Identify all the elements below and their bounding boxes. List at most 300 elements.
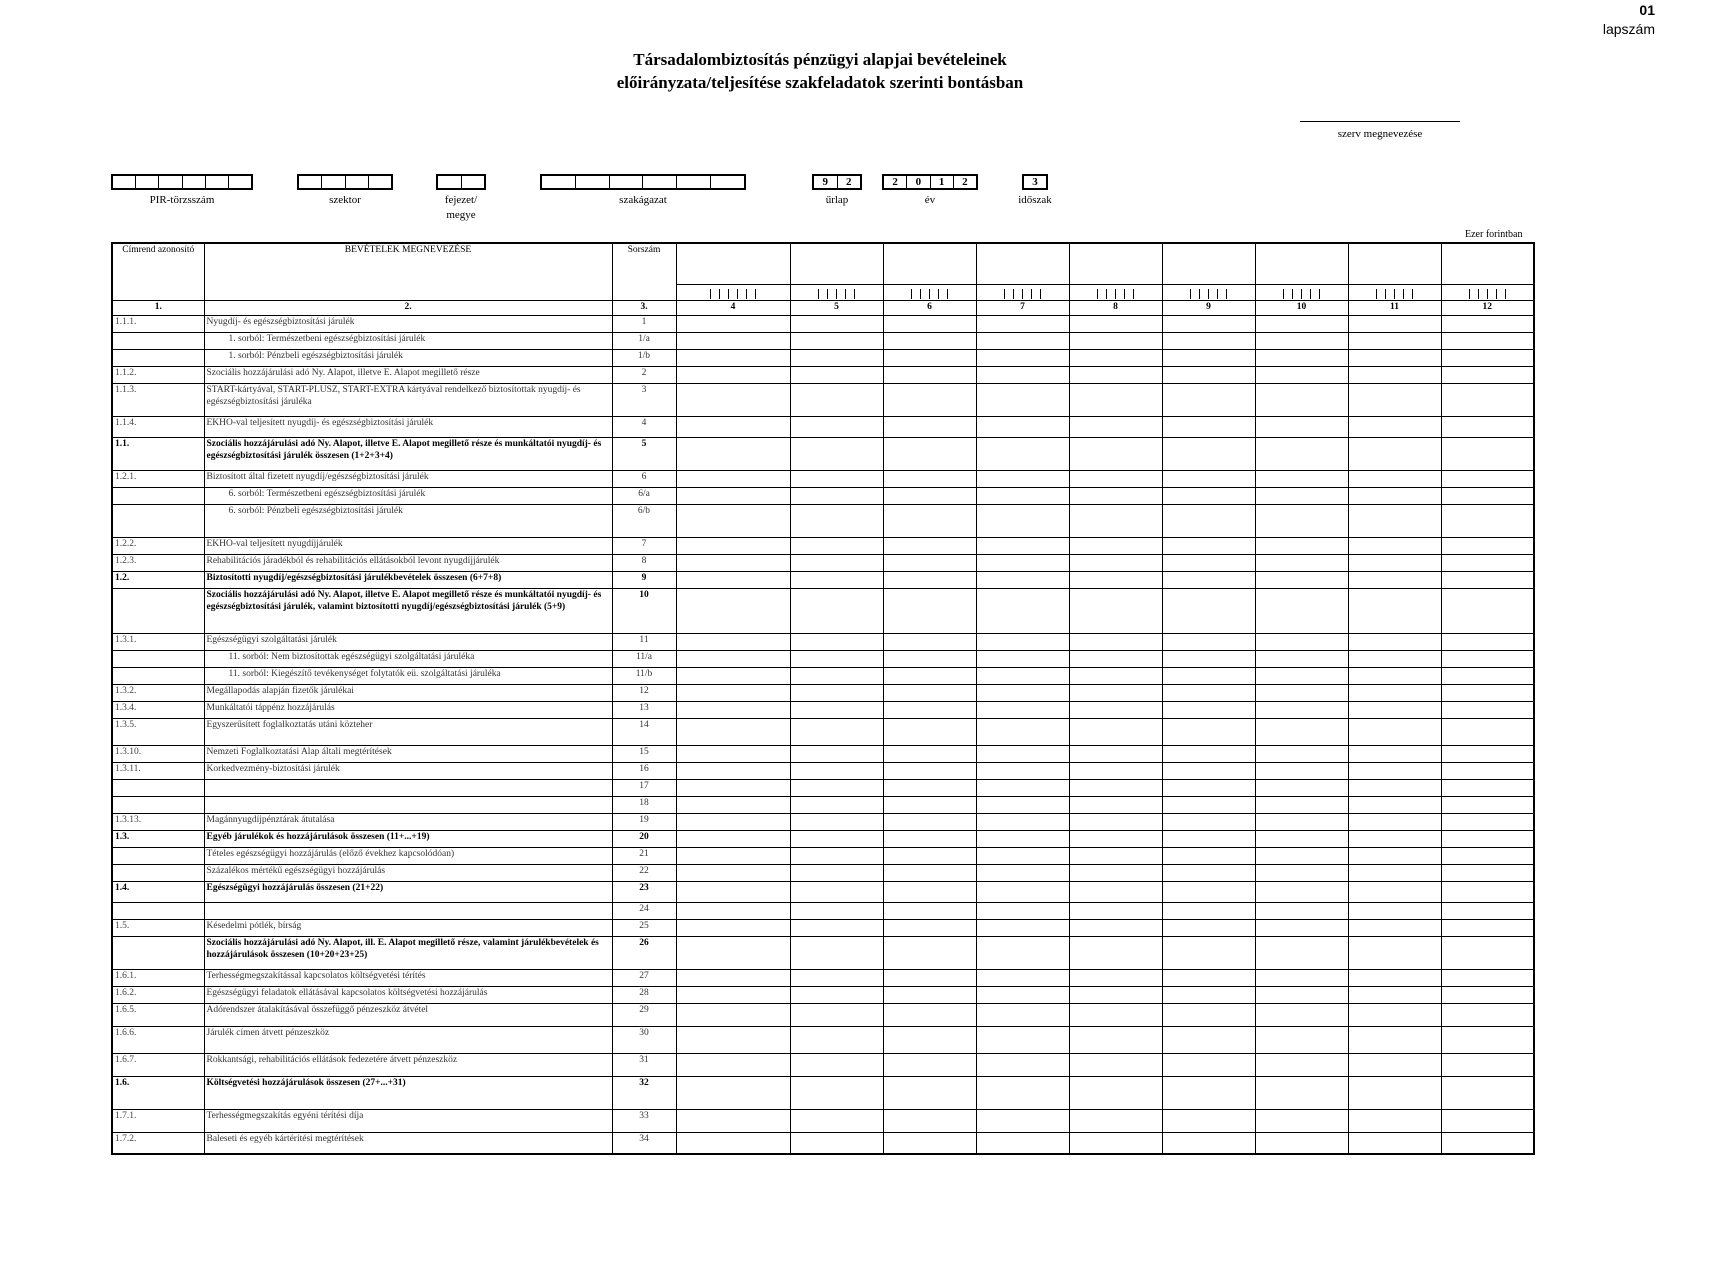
value-cell[interactable] [883, 865, 976, 882]
value-cell[interactable] [976, 651, 1069, 668]
value-cell[interactable] [1069, 538, 1162, 555]
value-cell[interactable] [1348, 1133, 1441, 1155]
value-cell[interactable] [1069, 1004, 1162, 1027]
value-cell[interactable] [976, 814, 1069, 831]
value-cell[interactable] [1348, 1110, 1441, 1133]
value-cell[interactable] [1441, 831, 1534, 848]
value-cell[interactable] [676, 384, 790, 417]
value-cell[interactable] [1255, 350, 1348, 367]
value-cell[interactable] [1162, 848, 1255, 865]
value-cell[interactable] [790, 367, 883, 384]
value-cell[interactable] [883, 333, 976, 350]
value-cell[interactable] [1162, 417, 1255, 438]
value-cell[interactable] [1348, 814, 1441, 831]
value-cell[interactable] [976, 438, 1069, 471]
value-cell[interactable] [1162, 333, 1255, 350]
value-cell[interactable] [883, 634, 976, 651]
value-cell[interactable] [883, 1077, 976, 1110]
value-cell[interactable] [1162, 903, 1255, 920]
value-cell[interactable] [676, 746, 790, 763]
value-cell[interactable] [1441, 685, 1534, 702]
value-cell[interactable] [976, 572, 1069, 589]
pir-cell[interactable] [159, 176, 182, 188]
value-cell[interactable] [1255, 505, 1348, 538]
value-cell[interactable] [883, 685, 976, 702]
value-cell[interactable] [1441, 488, 1534, 505]
value-cell[interactable] [1348, 746, 1441, 763]
value-cell[interactable] [1441, 920, 1534, 937]
value-cell[interactable] [676, 848, 790, 865]
value-cell[interactable] [1255, 1027, 1348, 1054]
value-cell[interactable] [1441, 438, 1534, 471]
value-cell[interactable] [1069, 987, 1162, 1004]
value-cell[interactable] [790, 1004, 883, 1027]
value-cell[interactable] [676, 1027, 790, 1054]
value-cell[interactable] [1255, 1054, 1348, 1077]
value-cell[interactable] [1069, 719, 1162, 746]
value-cell[interactable] [1441, 937, 1534, 970]
szektor-cell[interactable] [346, 176, 369, 188]
value-cell[interactable] [883, 367, 976, 384]
value-cell[interactable] [790, 780, 883, 797]
value-cell[interactable] [976, 1133, 1069, 1155]
value-cell[interactable] [1441, 367, 1534, 384]
value-cell[interactable] [1255, 920, 1348, 937]
value-cell[interactable] [1069, 685, 1162, 702]
value-cell[interactable] [1069, 634, 1162, 651]
value-cell[interactable] [790, 505, 883, 538]
value-cell[interactable] [1441, 350, 1534, 367]
value-cell[interactable] [790, 538, 883, 555]
value-cell[interactable] [1069, 702, 1162, 719]
value-cell[interactable] [1069, 471, 1162, 488]
value-cell[interactable] [976, 316, 1069, 333]
value-cell[interactable] [1348, 1027, 1441, 1054]
value-cell[interactable] [1441, 651, 1534, 668]
value-cell[interactable] [1069, 651, 1162, 668]
value-cell[interactable] [790, 488, 883, 505]
value-cell[interactable] [1069, 316, 1162, 333]
pir-cell[interactable] [183, 176, 206, 188]
value-cell[interactable] [1162, 797, 1255, 814]
value-cell[interactable] [883, 668, 976, 685]
value-cell[interactable] [676, 417, 790, 438]
value-cell[interactable] [976, 634, 1069, 651]
value-cell[interactable] [1255, 1133, 1348, 1155]
value-cell[interactable] [1441, 316, 1534, 333]
value-cell[interactable] [883, 763, 976, 780]
value-cell[interactable] [883, 848, 976, 865]
value-cell[interactable] [1441, 505, 1534, 538]
value-cell[interactable] [1255, 668, 1348, 685]
value-cell[interactable] [1069, 848, 1162, 865]
value-cell[interactable] [883, 970, 976, 987]
szektor-cell[interactable] [369, 176, 391, 188]
value-cell[interactable] [790, 1077, 883, 1110]
value-cell[interactable] [1162, 1110, 1255, 1133]
value-cell[interactable] [1162, 970, 1255, 987]
value-cell[interactable] [1069, 970, 1162, 987]
value-cell[interactable] [1348, 1054, 1441, 1077]
value-cell[interactable] [1348, 333, 1441, 350]
szektor-cell[interactable] [299, 176, 322, 188]
value-cell[interactable] [1069, 1110, 1162, 1133]
value-cell[interactable] [1255, 685, 1348, 702]
value-cell[interactable] [1348, 903, 1441, 920]
value-cell[interactable] [976, 780, 1069, 797]
value-cell[interactable] [1441, 848, 1534, 865]
value-cell[interactable] [676, 1110, 790, 1133]
value-cell[interactable] [1348, 417, 1441, 438]
value-cell[interactable] [883, 384, 976, 417]
value-cell[interactable] [676, 987, 790, 1004]
value-cell[interactable] [676, 702, 790, 719]
value-cell[interactable] [883, 814, 976, 831]
value-cell[interactable] [1255, 1004, 1348, 1027]
value-cell[interactable] [1441, 987, 1534, 1004]
value-cell[interactable] [1348, 572, 1441, 589]
value-cell[interactable] [1348, 848, 1441, 865]
value-cell[interactable] [883, 555, 976, 572]
fejezet-cell[interactable] [462, 176, 485, 188]
value-cell[interactable] [976, 848, 1069, 865]
pir-cell[interactable] [229, 176, 251, 188]
szakagazat-cell[interactable] [711, 176, 744, 188]
value-cell[interactable] [1069, 438, 1162, 471]
value-cell[interactable] [676, 970, 790, 987]
value-cell[interactable] [790, 438, 883, 471]
value-cell[interactable] [1348, 865, 1441, 882]
value-cell[interactable] [1255, 538, 1348, 555]
value-cell[interactable] [1255, 797, 1348, 814]
value-cell[interactable] [1348, 882, 1441, 903]
value-cell[interactable] [1162, 505, 1255, 538]
value-cell[interactable] [883, 882, 976, 903]
value-cell[interactable] [1069, 763, 1162, 780]
value-cell[interactable] [790, 746, 883, 763]
value-cell[interactable] [976, 719, 1069, 746]
value-cell[interactable] [883, 538, 976, 555]
value-cell[interactable] [1348, 471, 1441, 488]
value-cell[interactable] [976, 797, 1069, 814]
value-cell[interactable] [1441, 471, 1534, 488]
value-cell[interactable] [790, 634, 883, 651]
value-cell[interactable] [1255, 746, 1348, 763]
value-cell[interactable] [1069, 589, 1162, 634]
value-cell[interactable] [1162, 384, 1255, 417]
value-cell[interactable] [1348, 763, 1441, 780]
value-cell[interactable] [1162, 572, 1255, 589]
value-cell[interactable] [976, 865, 1069, 882]
value-cell[interactable] [976, 417, 1069, 438]
szektor-boxes[interactable] [297, 174, 393, 190]
value-cell[interactable] [1069, 831, 1162, 848]
value-cell[interactable] [1441, 797, 1534, 814]
value-cell[interactable] [1255, 367, 1348, 384]
value-cell[interactable] [1162, 1027, 1255, 1054]
value-cell[interactable] [790, 350, 883, 367]
value-cell[interactable] [1441, 1004, 1534, 1027]
value-cell[interactable] [1255, 780, 1348, 797]
value-cell[interactable] [676, 471, 790, 488]
value-cell[interactable] [676, 488, 790, 505]
value-cell[interactable] [1162, 1004, 1255, 1027]
value-cell[interactable] [1162, 589, 1255, 634]
value-cell[interactable] [976, 1004, 1069, 1027]
value-cell[interactable] [676, 589, 790, 634]
value-cell[interactable] [1255, 865, 1348, 882]
value-cell[interactable] [1162, 438, 1255, 471]
value-cell[interactable] [1069, 814, 1162, 831]
value-cell[interactable] [976, 1027, 1069, 1054]
value-cell[interactable] [1348, 634, 1441, 651]
value-cell[interactable] [883, 1133, 976, 1155]
value-cell[interactable] [1348, 1004, 1441, 1027]
value-cell[interactable] [1162, 937, 1255, 970]
value-cell[interactable] [883, 1027, 976, 1054]
value-cell[interactable] [1255, 987, 1348, 1004]
value-cell[interactable] [976, 746, 1069, 763]
value-cell[interactable] [790, 1027, 883, 1054]
value-cell[interactable] [1069, 668, 1162, 685]
value-cell[interactable] [790, 848, 883, 865]
value-cell[interactable] [676, 651, 790, 668]
value-cell[interactable] [883, 987, 976, 1004]
value-cell[interactable] [1162, 1133, 1255, 1155]
value-cell[interactable] [1348, 589, 1441, 634]
value-cell[interactable] [1162, 316, 1255, 333]
value-cell[interactable] [676, 350, 790, 367]
value-cell[interactable] [790, 814, 883, 831]
value-cell[interactable] [1441, 763, 1534, 780]
value-cell[interactable] [883, 417, 976, 438]
value-cell[interactable] [883, 903, 976, 920]
value-cell[interactable] [1069, 780, 1162, 797]
value-cell[interactable] [790, 417, 883, 438]
value-cell[interactable] [790, 702, 883, 719]
value-cell[interactable] [976, 488, 1069, 505]
value-cell[interactable] [1441, 555, 1534, 572]
value-cell[interactable] [883, 505, 976, 538]
value-cell[interactable] [1255, 937, 1348, 970]
value-cell[interactable] [1441, 589, 1534, 634]
value-cell[interactable] [1255, 1077, 1348, 1110]
szakagazat-boxes[interactable] [540, 174, 746, 190]
value-cell[interactable] [676, 920, 790, 937]
value-cell[interactable] [1348, 1077, 1441, 1110]
value-cell[interactable] [1348, 831, 1441, 848]
pir-boxes[interactable] [111, 174, 253, 190]
szakagazat-cell[interactable] [610, 176, 644, 188]
value-cell[interactable] [676, 333, 790, 350]
value-cell[interactable] [1348, 316, 1441, 333]
value-cell[interactable] [1162, 746, 1255, 763]
szakagazat-cell[interactable] [677, 176, 711, 188]
value-cell[interactable] [1069, 903, 1162, 920]
value-cell[interactable] [976, 903, 1069, 920]
value-cell[interactable] [1255, 555, 1348, 572]
value-cell[interactable] [883, 719, 976, 746]
value-cell[interactable] [1069, 937, 1162, 970]
value-cell[interactable] [1441, 668, 1534, 685]
value-cell[interactable] [1441, 634, 1534, 651]
value-cell[interactable] [790, 903, 883, 920]
value-cell[interactable] [676, 797, 790, 814]
value-cell[interactable] [976, 1077, 1069, 1110]
value-cell[interactable] [1348, 702, 1441, 719]
value-cell[interactable] [1162, 367, 1255, 384]
value-cell[interactable] [676, 780, 790, 797]
value-cell[interactable] [976, 882, 1069, 903]
value-cell[interactable] [790, 1110, 883, 1133]
value-cell[interactable] [883, 471, 976, 488]
value-cell[interactable] [976, 384, 1069, 417]
value-cell[interactable] [1348, 555, 1441, 572]
value-cell[interactable] [883, 797, 976, 814]
value-cell[interactable] [1069, 865, 1162, 882]
value-cell[interactable] [676, 438, 790, 471]
value-cell[interactable] [1441, 903, 1534, 920]
value-cell[interactable] [1255, 903, 1348, 920]
value-cell[interactable] [1348, 538, 1441, 555]
pir-cell[interactable] [113, 176, 136, 188]
value-cell[interactable] [790, 797, 883, 814]
szektor-cell[interactable] [322, 176, 345, 188]
value-cell[interactable] [790, 384, 883, 417]
value-cell[interactable] [976, 937, 1069, 970]
value-cell[interactable] [676, 865, 790, 882]
value-cell[interactable] [1348, 780, 1441, 797]
value-cell[interactable] [676, 763, 790, 780]
value-cell[interactable] [1162, 865, 1255, 882]
value-cell[interactable] [1441, 333, 1534, 350]
value-cell[interactable] [1069, 1133, 1162, 1155]
pir-cell[interactable] [206, 176, 229, 188]
value-cell[interactable] [1441, 882, 1534, 903]
value-cell[interactable] [976, 505, 1069, 538]
value-cell[interactable] [1441, 1027, 1534, 1054]
fejezet-boxes[interactable] [436, 174, 486, 190]
value-cell[interactable] [790, 316, 883, 333]
value-cell[interactable] [1162, 719, 1255, 746]
value-cell[interactable] [1069, 882, 1162, 903]
value-cell[interactable] [1255, 316, 1348, 333]
value-cell[interactable] [676, 555, 790, 572]
value-cell[interactable] [883, 831, 976, 848]
value-cell[interactable] [1441, 814, 1534, 831]
value-cell[interactable] [1255, 702, 1348, 719]
value-cell[interactable] [790, 555, 883, 572]
value-cell[interactable] [790, 970, 883, 987]
value-cell[interactable] [883, 702, 976, 719]
value-cell[interactable] [790, 572, 883, 589]
szakagazat-cell[interactable] [576, 176, 610, 188]
value-cell[interactable] [676, 572, 790, 589]
value-cell[interactable] [976, 920, 1069, 937]
value-cell[interactable] [676, 1054, 790, 1077]
value-cell[interactable] [1069, 367, 1162, 384]
value-cell[interactable] [676, 668, 790, 685]
value-cell[interactable] [976, 538, 1069, 555]
value-cell[interactable] [790, 937, 883, 970]
value-cell[interactable] [883, 316, 976, 333]
value-cell[interactable] [1162, 920, 1255, 937]
value-cell[interactable] [1348, 920, 1441, 937]
value-cell[interactable] [676, 882, 790, 903]
value-cell[interactable] [790, 471, 883, 488]
value-cell[interactable] [883, 937, 976, 970]
value-cell[interactable] [676, 634, 790, 651]
value-cell[interactable] [976, 350, 1069, 367]
value-cell[interactable] [1348, 668, 1441, 685]
value-cell[interactable] [883, 746, 976, 763]
value-cell[interactable] [883, 572, 976, 589]
value-cell[interactable] [1441, 702, 1534, 719]
value-cell[interactable] [1441, 1133, 1534, 1155]
fejezet-cell[interactable] [438, 176, 462, 188]
value-cell[interactable] [1162, 780, 1255, 797]
value-cell[interactable] [1441, 970, 1534, 987]
value-cell[interactable] [1162, 488, 1255, 505]
value-cell[interactable] [1441, 865, 1534, 882]
value-cell[interactable] [1069, 920, 1162, 937]
value-cell[interactable] [1069, 1054, 1162, 1077]
value-cell[interactable] [883, 488, 976, 505]
value-cell[interactable] [1069, 384, 1162, 417]
value-cell[interactable] [1162, 350, 1255, 367]
value-cell[interactable] [1255, 651, 1348, 668]
value-cell[interactable] [790, 589, 883, 634]
value-cell[interactable] [883, 780, 976, 797]
value-cell[interactable] [976, 367, 1069, 384]
value-cell[interactable] [790, 865, 883, 882]
value-cell[interactable] [1255, 488, 1348, 505]
value-cell[interactable] [676, 1077, 790, 1110]
value-cell[interactable] [790, 1133, 883, 1155]
value-cell[interactable] [976, 763, 1069, 780]
value-cell[interactable] [1348, 719, 1441, 746]
value-cell[interactable] [1255, 417, 1348, 438]
value-cell[interactable] [1348, 651, 1441, 668]
value-cell[interactable] [676, 1004, 790, 1027]
value-cell[interactable] [676, 505, 790, 538]
value-cell[interactable] [976, 471, 1069, 488]
value-cell[interactable] [1348, 970, 1441, 987]
value-cell[interactable] [1255, 970, 1348, 987]
value-cell[interactable] [790, 651, 883, 668]
value-cell[interactable] [1348, 937, 1441, 970]
value-cell[interactable] [1069, 1027, 1162, 1054]
value-cell[interactable] [676, 538, 790, 555]
value-cell[interactable] [1255, 1110, 1348, 1133]
value-cell[interactable] [1348, 987, 1441, 1004]
value-cell[interactable] [1255, 589, 1348, 634]
value-cell[interactable] [976, 970, 1069, 987]
value-cell[interactable] [1441, 719, 1534, 746]
value-cell[interactable] [883, 1054, 976, 1077]
value-cell[interactable] [1255, 384, 1348, 417]
value-cell[interactable] [790, 1054, 883, 1077]
value-cell[interactable] [1348, 488, 1441, 505]
value-cell[interactable] [1348, 505, 1441, 538]
value-cell[interactable] [1162, 1054, 1255, 1077]
value-cell[interactable] [1162, 634, 1255, 651]
value-cell[interactable] [1162, 814, 1255, 831]
value-cell[interactable] [790, 719, 883, 746]
value-cell[interactable] [1162, 471, 1255, 488]
value-cell[interactable] [676, 719, 790, 746]
value-cell[interactable] [790, 333, 883, 350]
